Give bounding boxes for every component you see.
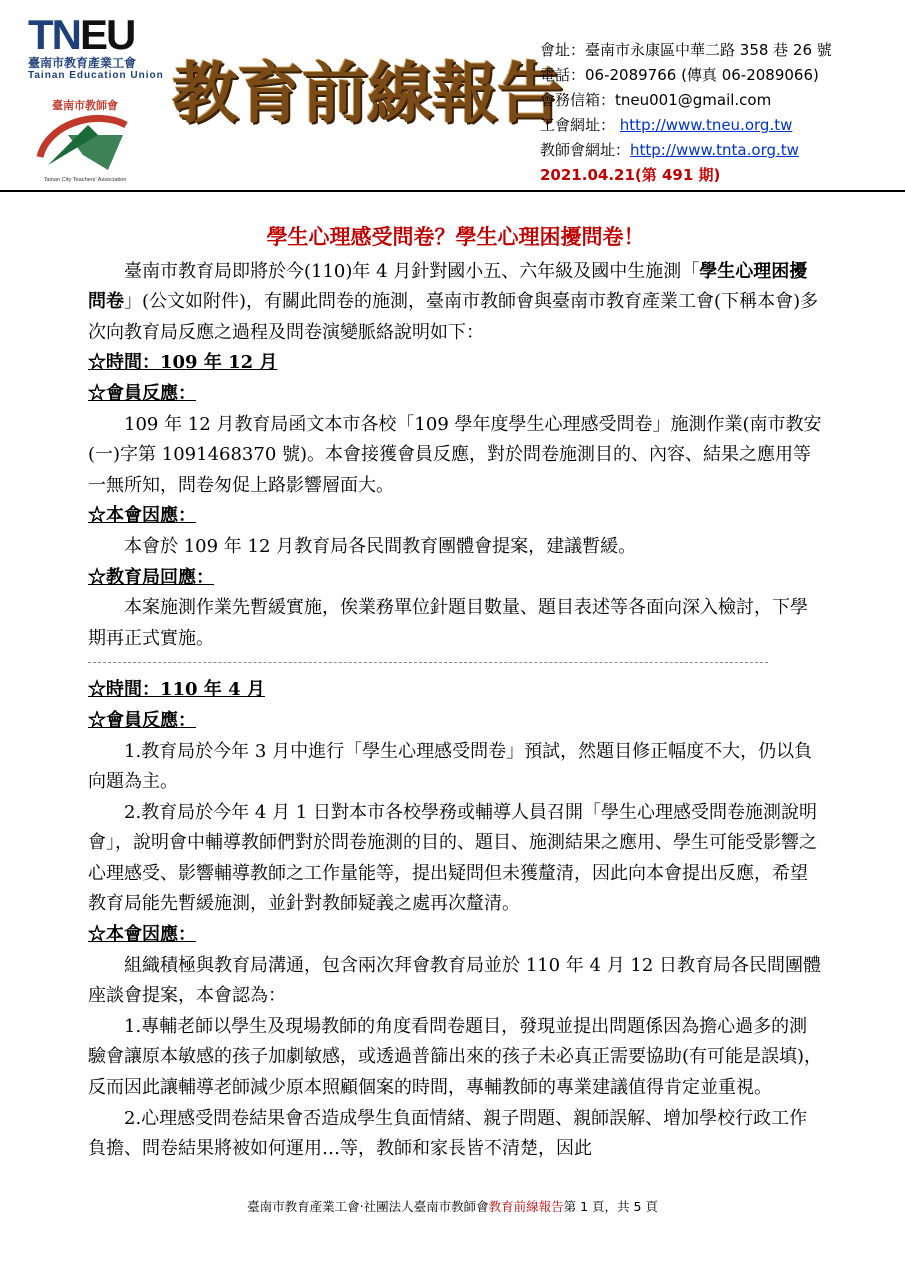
footer-page: 第 1 頁，共 5 頁: [563, 1199, 658, 1214]
newsletter-title: 教育前線報告: [172, 54, 562, 132]
article-body: [88, 222, 823, 1165]
section1-time: ☆時間：109 年 12 月: [88, 352, 278, 374]
section2-union-intro: 組織積極與教育局溝通，包含兩次拜會教育局並於 110 年 4 月 12 日教育局各民間團體座談會提案，本會認為：: [88, 954, 822, 1007]
union-website-link[interactable]: http://www.tneu.org.tw: [619, 116, 793, 134]
address: 會址：臺南市永康區中華二路 358 巷 26 號: [540, 41, 832, 59]
section2-member-item-1: 1.教育局於今年 3 月中進行「學生心理感受問卷」預試，然題目修正幅度不大，仍以負向題為主。: [88, 740, 813, 793]
tneu-logo-english: Tainan Education Union: [28, 70, 164, 81]
teachers-website-link[interactable]: http://www.tnta.org.tw: [630, 141, 799, 159]
section1-member-text: 109 年 12 月教育局函文本市各校「109 學年度學生心理感受問卷」施測作業(南市教安(一)字第 1091468370 號)。本會接獲會員反應，對於問卷施測目的、內容、結果之應用等一無所知，問卷匆促上路影響層面大。: [88, 413, 822, 496]
header-divider: [0, 190, 905, 192]
tneu-logo: [28, 11, 178, 82]
teachers-association-logo: [28, 95, 143, 185]
section2-union-heading: ☆本會因應：: [88, 924, 196, 946]
teachers-website: 教師會網址：http://www.tnta.org.tw: [540, 141, 799, 159]
teachers-association-english: Tainan City Teachers' Association: [43, 177, 127, 183]
union-website: 工會網址： http://www.tneu.org.tw: [540, 116, 793, 134]
footer-org: 臺南市教育產業工會‧社團法人臺南市教師會: [247, 1199, 489, 1214]
section2-member-item-2: 2.教育局於今年 4 月 1 日對本市各校學務或輔導人員召開「學生心理感受問卷施測說明會」，說明會中輔導教師們對於問卷施測的目的、題目、施測結果之應用、學生可能受影響之心理感受、影響輔導教師之工作量能等，提出疑問但未獲釐清，因此向本會提出反應，希望教育局能先暫緩施測，並針對教師疑義之處再次釐清。: [88, 801, 817, 915]
intro-paragraph: 臺南市教育局即將於今(110)年 4 月針對國小五、六年級及國中生施測「學生心理困擾問卷」(公文如附件)，有關此問卷的施測，臺南市教師會與臺南市教育產業工會(下稱本會)多次向教育局反應之過程及問卷演變脈絡說明如下：: [88, 260, 819, 343]
section1-union-heading: ☆本會因應：: [88, 505, 196, 527]
section1-bureau-heading: ☆教育局回應：: [88, 566, 214, 588]
teachers-association-name: 臺南市教師會: [52, 99, 118, 112]
phone: 電話：06-2089766 (傳真 06-2089066): [540, 66, 819, 84]
section2-union-item-2: 2.心理感受問卷結果會否造成學生負面情緒、親子問題、親師誤解、增加學校行政工作負擔、問卷結果將被如何運用…等，教師和家長皆不清楚，因此: [88, 1107, 808, 1160]
article-title: 學生心理感受問卷？學生心理困擾問卷！: [266, 224, 645, 249]
page-footer: [0, 1197, 905, 1215]
tneu-logo-name: 臺南市教育產業工會: [28, 56, 137, 70]
issue-date: 2021.04.21(第 491 期): [540, 166, 721, 184]
contact-block: [540, 38, 832, 188]
section1-bureau-text: 本案施測作業先暫緩實施，俟業務單位針題目數量、題目表述等各面向深入檢討，下學期再正式實施。: [88, 597, 808, 649]
section1-union-text: 本會於 109 年 12 月教育局各民間教育團體會提案，建議暫緩。: [124, 535, 637, 557]
section-divider: [88, 662, 768, 663]
email: 會務信箱：tneu001@gmail.com: [540, 91, 772, 109]
section2-union-item-1: 1.專輔老師以學生及現場教師的角度看問卷題目，發現並提出問題係因為擔心過多的測驗會讓原本敏感的孩子加劇敏感，或透過普篩出來的孩子未必真正需要協助(有可能是誤填)，反而因此讓輔導老師減少原本照顧個案的時間，專輔教師的專業建議值得肯定並重視。: [88, 1015, 823, 1099]
tneu-logo-mark: TNEU: [28, 11, 135, 58]
footer-report: 教育前線報告: [488, 1199, 564, 1214]
section2-member-heading: ☆會員反應：: [88, 709, 196, 731]
section2-time: ☆時間：110 年 4 月: [88, 679, 265, 701]
section1-member-heading: ☆會員反應：: [88, 382, 196, 404]
